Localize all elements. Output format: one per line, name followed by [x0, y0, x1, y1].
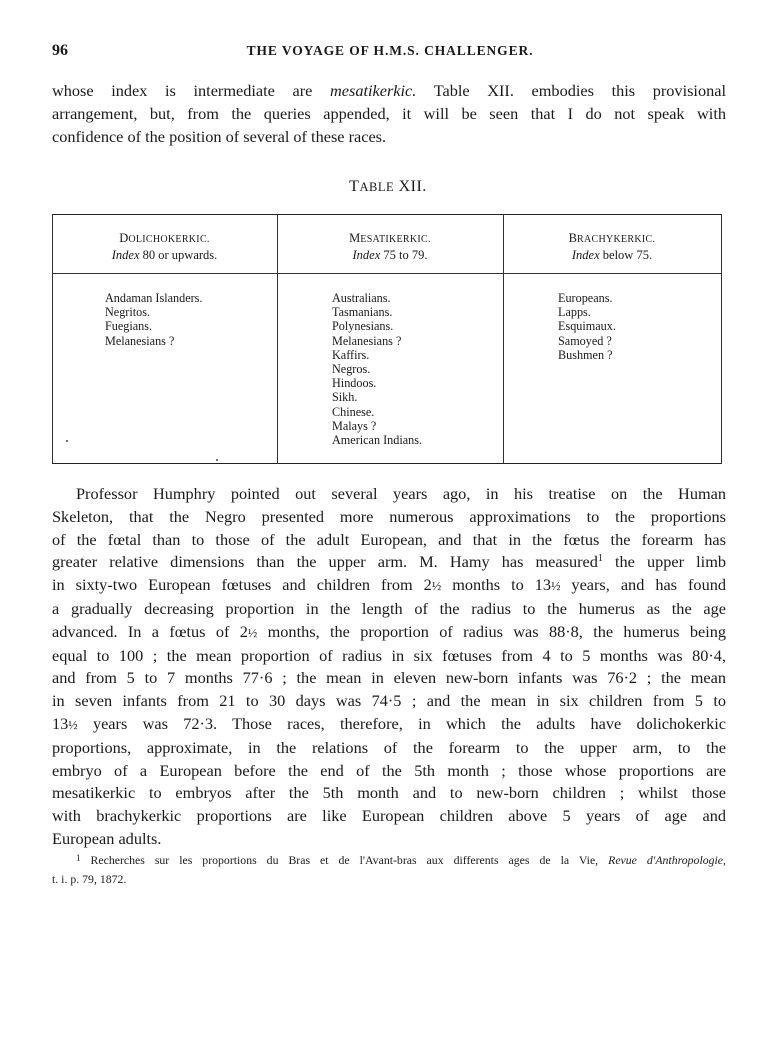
fraction: ½: [68, 717, 78, 732]
page-number: 96: [52, 42, 68, 59]
body-paragraph: [52, 483, 726, 851]
column-title: MESATIKERKIC.: [349, 231, 431, 245]
emphasis-term: mesatikerkic.: [330, 81, 417, 100]
text-line: and from 5 to 7 months 77·6 ; the mean in eleven new-born infants was 76·2 ; the mean: [52, 668, 726, 688]
text-line: whose index is intermediate are mesatikerkic. Table XII. embodies this provisional: [52, 81, 726, 100]
text-line: Professor Humphry pointed out several years ago, in his treatise on the Human: [76, 484, 726, 503]
footnote-line: t. i. p. 79, 1872.: [52, 871, 127, 886]
footnote-marker: 1: [76, 853, 81, 863]
race-item: Samoyed ?: [558, 333, 612, 348]
text-line: embryo of a European before the end of the 5th month ; those whose proportions are: [52, 760, 726, 780]
race-item: Polynesians.: [332, 319, 394, 334]
footnote-line: $^1$ Recherches sur les proportions du Bras et de l'Avant-bras aux differents ages de la Vie, Revue d'Anthropologie,: [76, 853, 726, 867]
text-line: Skeleton, that the Negro presented more numerous approximations to the proportions: [52, 506, 726, 526]
race-item: Fuegians.: [105, 319, 153, 334]
race-item: Chinese.: [332, 404, 375, 419]
column-brachykerkic: [503, 214, 721, 464]
column-title: DOLICHOKERKIC.: [119, 231, 210, 245]
text-line: in sixty-two European fœtuses and children from 2½ months to 13½ years, and has found: [52, 575, 726, 595]
race-item: Tasmanians.: [332, 305, 393, 320]
text-line: equal to 100 ; the mean proportion of radius in six fœtuses from 4 to 5 months was 80·4,: [52, 645, 726, 665]
text-line: in seven infants from 21 to 30 days was 74·5 ; and the mean in six children from 5 to: [52, 691, 726, 711]
running-title: THE VOYAGE OF H.M.S. CHALLENGER.: [246, 43, 534, 58]
race-item: Europeans.: [558, 291, 613, 305]
footnote: [52, 849, 726, 888]
table-caption: TABLE XII.: [349, 178, 427, 195]
column-dolichokerkic: [52, 214, 277, 464]
race-item: Australians.: [332, 291, 391, 305]
text-line: advanced. In a fœtus of 2½ months, the proportion of radius was 88·8, the humerus being: [52, 621, 727, 641]
race-item: Malays ?: [332, 418, 377, 433]
text-line: confidence of the position of several of these races.: [52, 126, 387, 146]
column-mesatikerkic: [277, 214, 503, 464]
column-index: Index 80 or upwards.: [111, 247, 218, 262]
race-item: Lapps.: [558, 305, 591, 320]
footnote-reference: 1: [597, 553, 603, 565]
column-header: [503, 231, 721, 262]
race-item: Hindoos.: [332, 376, 377, 391]
race-item: Bushmen ?: [558, 347, 613, 362]
text-line: European adults.: [52, 828, 162, 848]
race-list: [558, 291, 616, 362]
text-line: mesatikerkic to embryos after the 5th month and to new-born children ; whilst those: [52, 783, 726, 803]
race-item: Negritos.: [105, 305, 151, 320]
fraction: ½: [551, 579, 561, 594]
intro-paragraph: [52, 80, 726, 148]
race-item: Kaffirs.: [332, 347, 370, 362]
classification-table: [52, 214, 722, 464]
race-item: Sikh.: [332, 390, 358, 405]
column-header: [277, 231, 503, 262]
race-item: Melanesians ?: [105, 333, 175, 348]
text-line: of the fœtal than to those of the adult European, and that in the fœtus the forearm has: [52, 529, 726, 549]
race-item: Negros.: [332, 362, 371, 377]
race-list: [332, 291, 422, 447]
journal-title: Revue d'Anthropologie,: [608, 853, 726, 867]
race-item: Andaman Islanders.: [105, 291, 203, 305]
text-line: arrangement, but, from the queries appended, it will be seen that I do not speak with: [52, 103, 726, 123]
table-right-border: [721, 214, 722, 464]
fraction: ½: [247, 625, 258, 640]
text-line: with brachykerkic proportions are like European children above 5 years of age and: [52, 806, 726, 826]
column-header: [52, 231, 277, 262]
race-item: Melanesians ?: [332, 333, 402, 348]
fraction: ½: [431, 579, 442, 594]
column-index: Index 75 to 79.: [352, 247, 428, 262]
text-line: proportions, approximate, in the relations of the forearm to the upper arm, to the: [52, 737, 726, 757]
race-item: Esquimaux.: [558, 319, 616, 334]
race-list: [105, 291, 202, 348]
text-line: 13½ years was 72·3. Those races, therefore, in which the adults have dolichokerkic: [52, 713, 726, 733]
text-line: a gradually decreasing proportion in the length of the radius to the humerus as the age: [52, 598, 726, 618]
text-line: greater relative dimensions than the upper arm. M. Hamy has measured$^1$ the upper limb: [52, 552, 726, 572]
race-item: American Indians.: [332, 433, 423, 448]
column-title: BRACHYKERKIC.: [568, 231, 656, 245]
running-head: [52, 42, 728, 62]
column-index: Index below 75.: [571, 247, 653, 262]
